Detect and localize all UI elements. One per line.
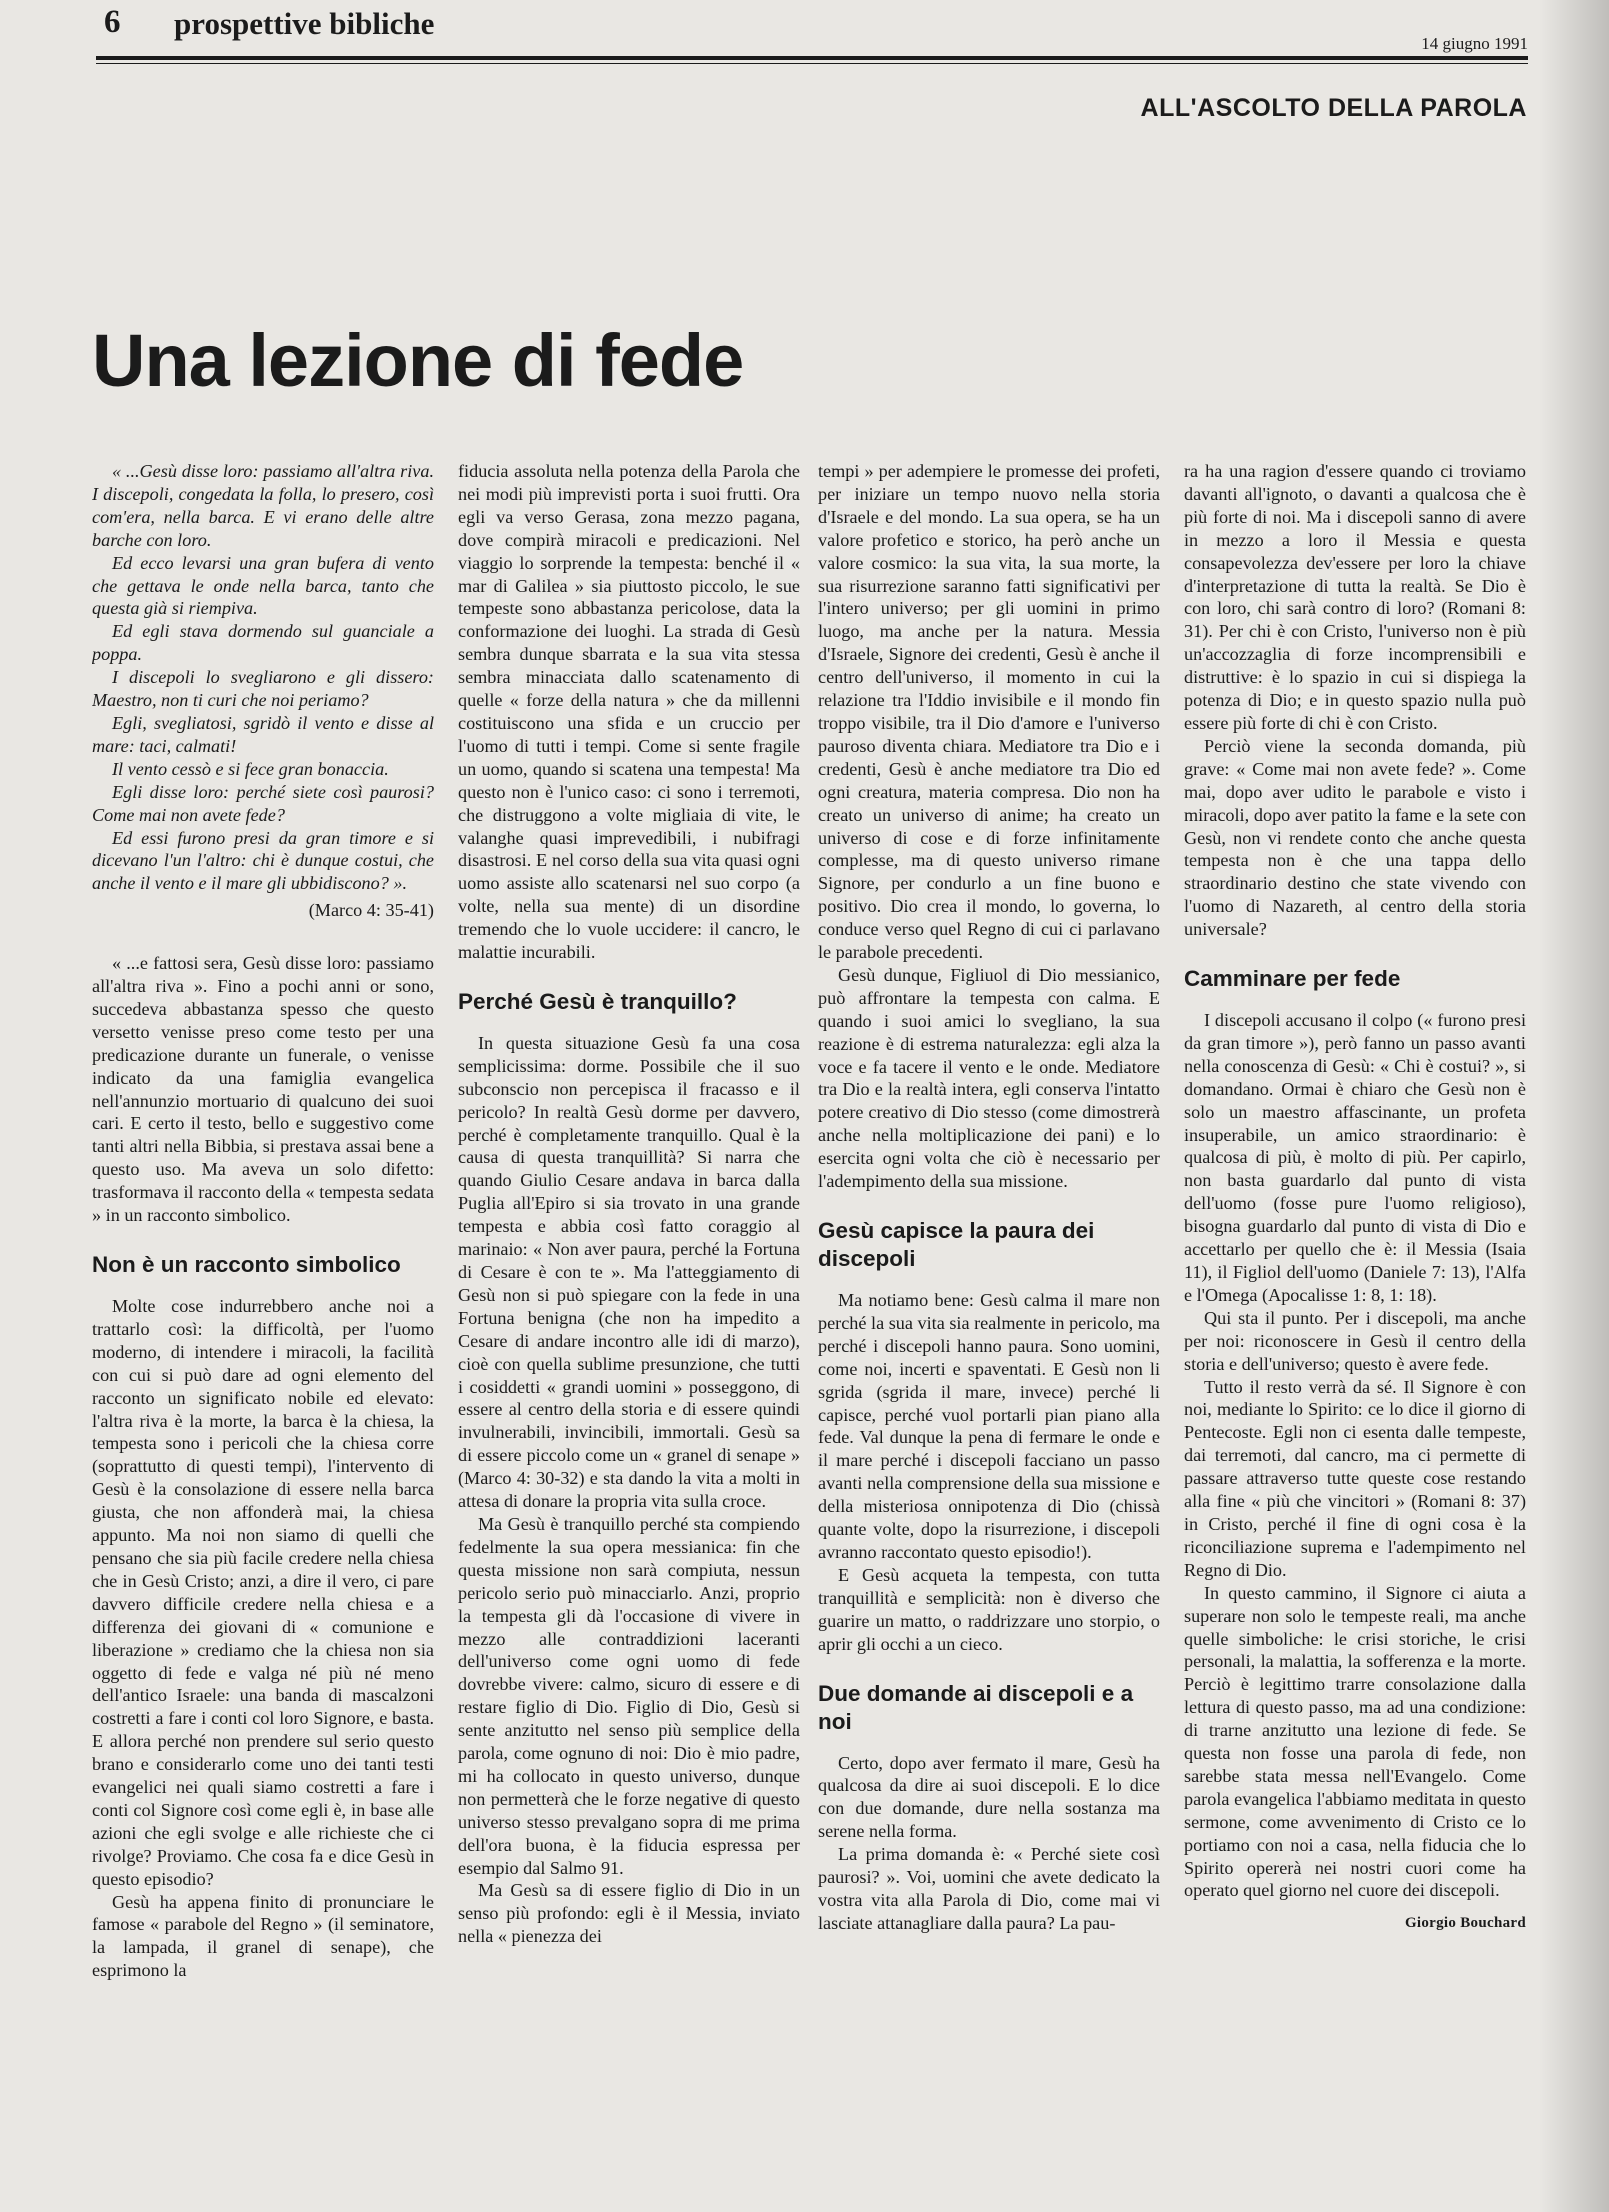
rubric-label: ALL'ASCOLTO DELLA PAROLA — [1140, 94, 1527, 122]
body-paragraph: « ...e fattosi sera, Gesù disse loro: passiamo all'altra riva ». Fino a pochi anni or sono, succedeva abbastanza spesso che questo versetto venisse preso come testo per una predicazione durante un funerale, o venisse indicato da una famiglia evangelica nell'annunzio mortuario di qualcuno dei suoi cari. E certo il testo, bello e suggestivo come tanti altri nella Bibbia, si prestava assai bene a questo uso. Ma aveva un solo difetto: trasformava il racconto della « tempesta sedata » in un racconto simbolico. — [92, 953, 434, 1226]
quote-citation: (Marco 4: 35-41) — [308, 900, 434, 921]
quote-paragraph: Egli, svegliatosi, sgridò il vento e disse al mare: taci, calmati! — [92, 712, 434, 756]
page-number: 6 — [104, 4, 121, 40]
article-column-4 — [1184, 460, 1526, 2180]
subheading-camminare: Camminare per fede — [1184, 966, 1401, 992]
body-paragraph: In questa situazione Gesù fa una cosa semplicissima: dorme. Possibile che il suo subconscio non percepisca il fracasso e il pericolo? In realtà Gesù dorme per davvero, perché è completamente tranquillo. Qual è la causa di questa tranquillità? Si narra che quando Giulio Cesare andava in barca dalla Puglia all'Epiro si sia trovato in una grande tempesta e abbia così fatto coraggio al marinaio: « Non aver paura, perché la Fortuna di Cesare è con te ». Ma l'atteggiamento di Gesù non si può spiegare con la fede in una Fortuna benigna (che non ha impedito a Cesare di andare incontro alle idi di marzo), cioè con quella sublime presunzione, che tutti i cosiddetti « grandi uomini » posseggono, di essere al centro della storia e di essere quindi invulnerabili, invincibili, immortali. Gesù sa di essere piccolo come un « granel di senape » (Marco 4: 30-32) e sta dando la vita a molti in attesa di donare la propria vita sulla croce. — [458, 1032, 800, 1512]
body-paragraph: E Gesù acqueta la tempesta, con tutta tranquillità e semplicità: non è diverso che guarire un matto, o raddrizzare uno storpio, o aprir gli occhi a un cieco. — [818, 1564, 1160, 1654]
body-paragraph: Certo, dopo aver fermato il mare, Gesù ha qualcosa da dire ai suoi discepoli. E lo dice con due domande, dure nella sostanza ma serene nella forma. — [818, 1752, 1160, 1842]
body-paragraph: Molte cose indurrebbero anche noi a trattarlo così: la difficoltà, per l'uomo moderno, di intendere i miracoli, la facilità con cui si può dare ad ogni elemento del racconto un significato nobile ed elevato: l'altra riva è la morte, la barca è la chiesa, la tempesta sono i pericoli che la chiesa corre (soprattutto di questi tempi), l'intervento di Gesù è la consolazione di essere nella barca giusta, che non affonderà mai, la chiesa appunto. Ma noi non siamo di quelli che pensano che sia più facile credere nella chiesa che in Gesù Cristo; anzi, a dire il vero, ci pare davvero difficile credere nella chiesa e a differenza dei giovani di « comunione e liberazione » crediamo che la chiesa non sia oggetto di fede e valga né più né meno dell'antico Israele: una banda di mascalzoni costretti a fare i conti col loro Signore, e basta. E allora perché non prendere sul serio questo brano e considerarlo come uno dei tanti testi evangelici nei quali siamo costretti a fare i conti col Signore così come egli è, in base alle azioni che egli svolge e alle richieste che ci rivolge? Proviamo. Che cosa fa e dice Gesù in questo episodio? — [92, 1296, 434, 1889]
author-byline: Giorgio Bouchard — [1404, 1915, 1526, 1932]
quote-paragraph: I discepoli lo svegliarono e gli dissero: Maestro, non ti curi che noi periamo? — [92, 667, 434, 711]
subheading-tranquillo: Perché Gesù è tranquillo? — [458, 988, 737, 1014]
subheading-domande: Due domande ai discepoli e a noi — [818, 1680, 1134, 1734]
body-paragraph: Qui sta il punto. Per i discepoli, ma anche per noi: riconoscere in Gesù il centro della storia e dell'universo; questo è avere fede. — [1184, 1307, 1526, 1374]
article-column-3 — [818, 460, 1160, 2180]
body-paragraph: Perciò viene la seconda domanda, più grave: « Come mai non avete fede? ». Come mai, dopo aver udito le parabole e visto i miracoli, dopo aver patito la fame e la sete con Gesù, non vi rendete conto che anche questa tempesta non è che una tappa dello straordinario destino che state vivendo con l'uomo di Nazareth, al centro della storia universale? — [1184, 735, 1526, 940]
body-paragraph: fiducia assoluta nella potenza della Parola che nei modi più imprevisti porta i suoi frutti. Ora egli va verso Gerasa, zona mezzo pagana, dove compirà miracoli e predicazioni. Nel viaggio lo sorprende la tempesta: benché il « mar di Galilea » sia piuttosto piccolo, le sue tempeste sono abbastanza pericolose, data la conformazione dei luoghi. La strada di Gesù sembra dunque sbarrata e la sua vita stessa sembra minacciata dallo scatenamento di quelle « forze della natura » che da millenni costituiscono una sfida e un cruccio per l'uomo di tutti i tempi. Come si sente fragile un uomo, quando si scatena una tempesta! Ma questo non è l'unico caso: ci sono i terremoti, che distruggono a volte migliaia di vite, le valanghe quasi imprevedibili, i nubifragi disastrosi. E nel corso della sua vita quasi ogni uomo assiste allo scatenarsi nel suo corpo (a volte, nella sua mente) di un disordine tremendo che lo vuole uccidere: il cancro, le malattie incurabili. — [458, 461, 800, 963]
header-rule-thin — [96, 63, 1528, 64]
issue-date: 14 giugno 1991 — [1421, 34, 1528, 53]
body-paragraph: ra ha una ragion d'essere quando ci troviamo davanti all'ignoto, o davanti a qualcosa che è più forte di noi. Ma i discepoli sanno di avere in mezzo a loro il Messia e questa consapevolezza dev'essere per loro la chiave d'interpretazione di tutta la realtà. Se Dio è con loro, chi sarà contro di loro? (Romani 8: 31). Per chi è con Cristo, l'universo non è più un'accozzaglia di forze incomprensibili e distruttive: è lo spazio in cui si dispiega la potenza di Dio; e in questo spazio nulla può essere più forte di chi è con Cristo. — [1184, 461, 1526, 733]
quote-paragraph: Ed ecco levarsi una gran bufera di vento che gettava le onde nella barca, tanto che questa già si riempiva. — [92, 552, 434, 619]
article-title: Una lezione di fede — [92, 319, 744, 402]
scripture-quote — [92, 460, 434, 922]
section-name: prospettive bibliche — [174, 6, 435, 41]
body-paragraph: I discepoli accusano il colpo (« furono presi da gran timore »), però fanno un passo avanti nella conoscenza di Gesù: « Chi è costui? », si domandano. Ormai è chiaro che Gesù non è solo un maestro affascinante, un profeta insuperabile, un amico straordinario: è qualcosa di più, è molto di più. Per capirlo, non basta guardarlo dal punto di vista dell'uomo (fosse pure l'uomo religioso), bisogna guardarlo dal punto di vista di Dio e accettarlo per quello che è: il Messia (Isaia 11), il Figliol dell'uomo (Daniele 7: 13), l'Alfa e l'Omega (Apocalisse 1: 8, 1: 18). — [1184, 1010, 1526, 1305]
body-paragraph: tempi » per adempiere le promesse dei profeti, per iniziare un tempo nuovo nella storia d'Israele e del mondo. La sua opera, se ha un valore profetico e storico, ha però anche un valore cosmico: la sua vita, la sua morte, la sua risurrezione saranno fatti significativi per l'intero universo; per gli uomini in primo luogo, ma anche per la natura. Messia d'Israele, Signore dei credenti, Gesù è anche il centro dell'universo, il momento in cui la relazione tra l'Iddio invisibile e il mondo fin troppo visibile, tra il Dio d'amore e l'universo pauroso diventa chiara. Mediatore tra Dio e i credenti, Gesù è anche mediatore tra Dio ed ogni creatura, materia compresa. Dio non ha creato un universo di anime; ha creato un universo di cose e di forze infinitamente complesse, ma di questo universo rimane Signore, per condurlo a un fine buono e positivo. Dio crea il mondo, lo governa, lo conduce verso quel Regno di cui ci parlavano le parabole precedenti. — [818, 461, 1160, 963]
quote-paragraph: Il vento cessò e si fece gran bonaccia. — [112, 758, 389, 779]
header-rule-thick — [96, 56, 1528, 60]
body-paragraph: Gesù ha appena finito di pronunciare le famose « parabole del Regno » (il seminatore, la lampada, il granel di senape), che esprimono la — [92, 1891, 434, 1981]
page-edge-shadow — [1539, 0, 1609, 2212]
quote-paragraph: Ed egli stava dormendo sul guanciale a poppa. — [92, 621, 434, 665]
body-paragraph: Ma notiamo bene: Gesù calma il mare non perché la sua vita sia realmente in pericolo, ma perché i discepoli hanno paura. Sono uomini, come noi, incerti e spaventati. E Gesù non li sgrida (sgrida il mare, invece) perché li capisce, perché vuol portarli pian piano alla fede. Val dunque la pena di fermare le onde e il mare perché i discepoli facciano un passo avanti nella comprensione della sua missione e della misteriosa onnipotenza di Dio (chissà quante volte, dopo la risurrezione, i discepoli avranno raccontato questo episodio!). — [818, 1290, 1160, 1562]
quote-paragraph: « ...Gesù disse loro: passiamo all'altra riva. I discepoli, congedata la folla, lo presero, così com'era, nella barca. E vi erano delle altre barche con loro. — [92, 461, 434, 550]
article-column-2 — [458, 460, 800, 2180]
body-paragraph: Gesù dunque, Figliuol di Dio messianico, può affrontare la tempesta con calma. E quando i suoi amici lo svegliano, la sua reazione è di estrema naturalezza: egli alza la voce e fa tacere il vento e le onde. Mediatore tra Dio e la realtà intera, egli conserva l'intatto potere creativo di Dio stesso (come dimostrerà anche nella moltiplicazione dei pani) e lo esercita ogni volta che ciò è necessario per l'adempimento della sua missione. — [818, 964, 1160, 1192]
quote-paragraph: Ed essi furono presi da gran timore e si dicevano l'un l'altro: chi è dunque costui, che anche il vento e il mare gli ubbidiscono? ». — [92, 827, 434, 894]
quote-paragraph: Egli disse loro: perché siete così paurosi? Come mai non avete fede? — [92, 781, 434, 825]
body-paragraph: Ma Gesù sa di essere figlio di Dio in un senso più profondo: egli è il Messia, inviato nella « pienezza dei — [458, 1880, 800, 1947]
article-column-1 — [92, 460, 434, 2180]
page-header — [96, 4, 1528, 58]
subheading-paura: Gesù capisce la paura dei discepoli — [818, 1218, 1095, 1271]
subheading-simbolico: Non è un racconto simbolico — [92, 1252, 401, 1277]
body-paragraph: Tutto il resto verrà da sé. Il Signore è con noi, mediante lo Spirito: ce lo dice il giorno di Pentecoste. Egli non ci esenta dalle tempeste, dai terremoti, dal cancro, ma ci permette di passare attraverso tutte queste cose restando alla fine « più che vincitori » (Romani 8: 37) in Cristo, perché il fine di ogni cosa è la riconciliazione suprema e l'adempimento nel Regno di Dio. — [1184, 1376, 1526, 1580]
body-paragraph: In questo cammino, il Signore ci aiuta a superare non solo le tempeste reali, ma anche quelle simboliche: le crisi storiche, le crisi personali, la malattia, la sofferenza e la morte. Perciò è legittimo trarre consolazione dalla lettura di questo passo, ma ad una condizione: di trarne anzitutto una lezione di fede. Se questa non fosse una parola di fede, non sarebbe stata messa nell'Evangelo. Come parola evangelica l'abbiamo meditata in questo sermone, come avvenimento di Cristo ce lo portiamo con noi a casa, nella fiducia che lo Spirito opererà nei nostri cuori come ha operato quel giorno nel cuore dei discepoli. — [1184, 1582, 1526, 1901]
body-paragraph: Ma Gesù è tranquillo perché sta compiendo fedelmente la sua opera messianica: fin che questa missione non sarà compiuta, nessun pericolo serio può minacciarlo. Anzi, proprio la tempesta gli dà l'occasione di vivere in mezzo alle contraddizioni laceranti dell'universo come ogni uomo di fede dovrebbe vivere: calmo, sicuro di essere e di restare figlio di Dio. Figlio di Dio, Gesù si sente anzitutto nel senso più semplice della parola, come ognuno di noi: Dio è mio padre, mi ha collocato in questo universo, dunque non permetterà che le forze negative di questo universo stesso prevalgano sopra di me prima dell'ora buona, è la fiducia espressa per esempio dal Salmo 91. — [458, 1513, 800, 1878]
body-paragraph: La prima domanda è: « Perché siete così paurosi? ». Voi, uomini che avete dedicato la vostra vita alla Parola di Dio, come mai vi lasciate attanagliare dalla paura? La pau- — [818, 1844, 1160, 1933]
